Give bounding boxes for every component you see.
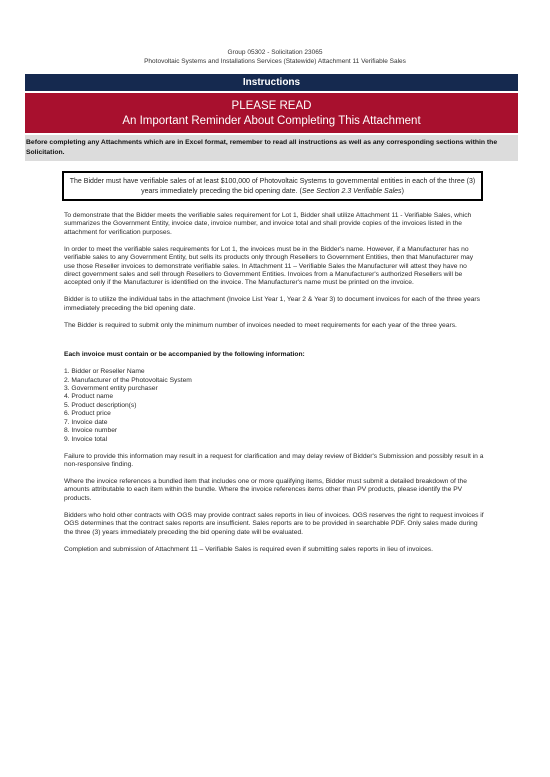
- paragraph: Completion and submission of Attachment 11 – Verifiable Sales is required even if submitting sales reports in lieu of invoices.: [64, 545, 433, 553]
- header-line-2: Photovoltaic Systems and Installations Services (Statewide) Attachment 11 Verifiable Sales: [144, 58, 406, 65]
- list-item: 9. Invoice total: [64, 435, 108, 443]
- callout-section-reference: See Section 2.3 Verifiable Sales: [301, 188, 402, 195]
- paragraph: The Bidder is required to submit only the minimum number of invoices needed to meet requirements for each year of the three years.: [64, 321, 457, 329]
- paragraph: Where the invoice references a bundled item that includes one or more qualifying items, Bidder must submit a detailed breakdown of the amounts attributable to each item within the bundle. Where the invoice references items other than PV products, please identify the PV products.: [64, 477, 467, 502]
- paragraph: Failure to provide this information may result in a request for clarification and may delay review of Bidder's Submission and possibly result in a non-responsive finding.: [64, 452, 484, 468]
- list-item: 8. Invoice number: [64, 427, 118, 435]
- paragraph: Bidders who hold other contracts with OGS may provide contract sales reports in lieu of invoices. OGS reserves the right to request invoices if OGS determines that the contract sales reports are insufficient. Sales reports are to be provided in searchable PDF. Only sales made during the three (3) years immediately preceding the bid opening date will be evaluated.: [64, 511, 484, 536]
- paragraph: Bidder is to utilize the individual tabs in the attachment (Invoice List Year 1, Year 2 & Year 3) to document invoices for each of the three years immediately preceding the bid opening date.: [64, 296, 480, 312]
- list-item: 4. Product name: [64, 393, 114, 401]
- header-line-1: Group 05302 - Solicitation 23065: [227, 49, 323, 56]
- callout-close: ): [401, 188, 404, 195]
- instructions-body: [64, 212, 484, 563]
- paragraph: To demonstrate that the Bidder meets the verifiable sales requirement for Lot 1, Bidder shall utilize Attachment 11 - Verifiable Sales, which summarizes the Government Entity, invoice date, invoice number, and invoice total and shall provide copies of the invoices listed in the attachment for verification purposes.: [64, 212, 472, 236]
- verifiable-sales-callout: [62, 171, 483, 201]
- callout-text: The Bidder must have verifiable sales of at least $100,000 of Photovoltaic Systems to governmental entities in each of the three (3) years immediately preceding the bid opening date. (: [69, 178, 476, 195]
- list-item: 7. Invoice date: [64, 418, 108, 426]
- paragraph: In order to meet the verifiable sales requirements for Lot 1, the invoices must be in the Bidder's name. However, if a Manufacturer has no verifiable sales to any Government Entity, but sells its products only through Resellers to Government Entities, then that Manufacturer may use those Reseller invoices to demonstrate verifiable sales. In Attachment 11 – Verifiable Sales the Manufacturer will attest they have no direct government sales and sell through Resellers to Government Entities. Invoices from a Manufacturer's authorized Resellers will be accepted only if the Manufacturer is identified on the invoice. The Manufacturer's name must be printed on the invoice.: [64, 245, 474, 287]
- list-item: 3. Government entity purchaser: [64, 385, 158, 393]
- invoice-requirements-heading: Each invoice must contain or be accompanied by the following information:: [64, 351, 305, 359]
- list-item: 1. Bidder or Reseller Name: [64, 368, 145, 376]
- list-item: 2. Manufacturer of the Photovoltaic System: [64, 376, 192, 384]
- please-read-subheading: An Important Reminder About Completing This Attachment: [122, 114, 421, 127]
- instructions-title-bar: Instructions: [25, 74, 518, 91]
- invoice-requirements-list: [64, 368, 484, 444]
- list-item: 5. Product description(s): [64, 401, 137, 409]
- document-header: [0, 48, 550, 66]
- please-read-banner: [25, 93, 518, 133]
- before-completing-note: Before completing any Attachments which are in Excel format, remember to read all instructions as well as any corresponding sections within the Solicitation.: [25, 135, 518, 161]
- list-item: 6. Product price: [64, 410, 111, 418]
- please-read-heading: PLEASE READ: [231, 100, 312, 112]
